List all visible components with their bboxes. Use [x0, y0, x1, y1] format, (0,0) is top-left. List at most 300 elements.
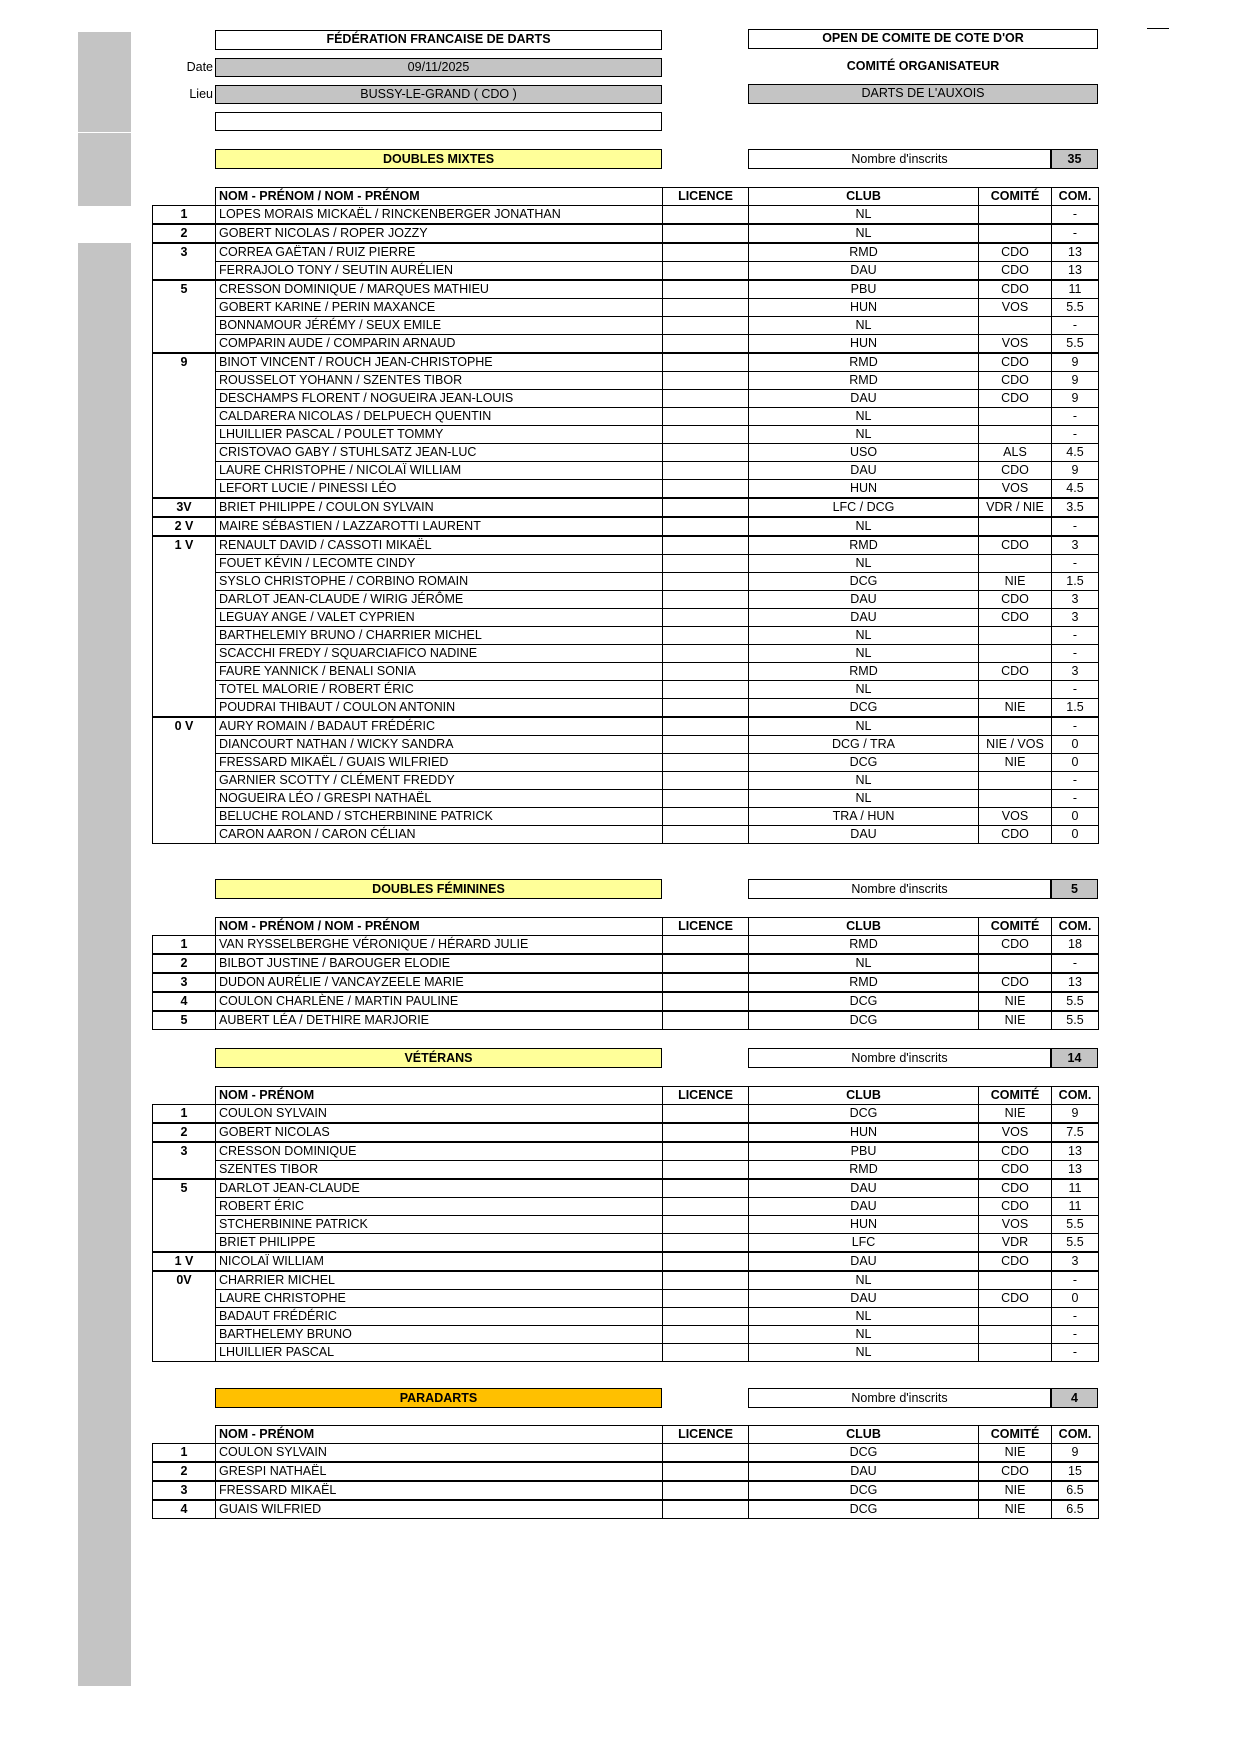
- rank-cell: [153, 299, 216, 317]
- table-row: [153, 317, 1099, 335]
- licence-cell: [663, 808, 749, 826]
- club-cell: HUN: [749, 480, 979, 499]
- header-rank: [153, 1426, 216, 1444]
- licence-cell: [663, 262, 749, 281]
- rank-cell: [153, 335, 216, 354]
- club-cell: NL: [749, 1326, 979, 1344]
- name-cell: COMPARIN AUDE / COMPARIN ARNAUD: [216, 335, 663, 354]
- club-cell: NL: [749, 206, 979, 225]
- table-row: [153, 444, 1099, 462]
- organizer-field: DARTS DE L'AUXOIS: [748, 84, 1098, 104]
- com-cell: 9: [1052, 353, 1099, 372]
- licence-cell: [663, 992, 749, 1011]
- header-comite: COMITÉ: [979, 188, 1052, 206]
- table-row: [153, 280, 1099, 299]
- licence-cell: [663, 555, 749, 573]
- comite-cell: NIE / VOS: [979, 736, 1052, 754]
- licence-cell: [663, 1481, 749, 1500]
- table-row: [153, 591, 1099, 609]
- club-cell: NL: [749, 408, 979, 426]
- licence-cell: [663, 954, 749, 973]
- com-cell: 5.5: [1052, 1216, 1099, 1234]
- name-cell: CHARRIER MICHEL: [216, 1271, 663, 1290]
- table-row: [153, 555, 1099, 573]
- name-cell: CRESSON DOMINIQUE: [216, 1142, 663, 1161]
- rank-cell: [153, 826, 216, 844]
- licence-cell: [663, 317, 749, 335]
- comite-cell: VOS: [979, 1216, 1052, 1234]
- rank-cell: [153, 627, 216, 645]
- club-cell: DAU: [749, 390, 979, 408]
- comite-cell: CDO: [979, 1179, 1052, 1198]
- club-cell: RMD: [749, 973, 979, 992]
- com-cell: 11: [1052, 280, 1099, 299]
- table-row: [153, 754, 1099, 772]
- comite-cell: CDO: [979, 536, 1052, 555]
- licence-cell: [663, 1308, 749, 1326]
- blank-header-field: [215, 112, 662, 131]
- club-cell: LFC: [749, 1234, 979, 1253]
- name-cell: TOTEL MALORIE / ROBERT ÉRIC: [216, 681, 663, 699]
- licence-cell: [663, 280, 749, 299]
- licence-cell: [663, 1500, 749, 1519]
- header-licence: LICENCE: [663, 1087, 749, 1105]
- name-cell: COULON SYLVAIN: [216, 1444, 663, 1463]
- comite-cell: NIE: [979, 573, 1052, 591]
- comite-cell: VOS: [979, 1123, 1052, 1142]
- comite-cell: [979, 1308, 1052, 1326]
- club-cell: DAU: [749, 609, 979, 627]
- table-row: [153, 627, 1099, 645]
- club-cell: NL: [749, 555, 979, 573]
- rank-cell: 9: [153, 353, 216, 372]
- club-cell: DAU: [749, 1462, 979, 1481]
- rank-cell: [153, 681, 216, 699]
- rank-cell: 1 V: [153, 1252, 216, 1271]
- com-cell: 3: [1052, 609, 1099, 627]
- com-cell: 6.5: [1052, 1481, 1099, 1500]
- header-name: NOM - PRÉNOM: [216, 1426, 663, 1444]
- table-row: [153, 299, 1099, 317]
- com-cell: 9: [1052, 1105, 1099, 1124]
- rank-cell: 2: [153, 224, 216, 243]
- table-row: [153, 1142, 1099, 1161]
- rank-cell: 1: [153, 1444, 216, 1463]
- name-cell: AURY ROMAIN / BADAUT FRÉDÉRIC: [216, 717, 663, 736]
- com-cell: -: [1052, 954, 1099, 973]
- com-cell: 3.5: [1052, 498, 1099, 517]
- name-cell: DUDON AURÉLIE / VANCAYZEELE MARIE: [216, 973, 663, 992]
- table-header-row: [153, 1426, 1099, 1444]
- header-rank: [153, 188, 216, 206]
- rank-cell: [153, 1326, 216, 1344]
- club-cell: DAU: [749, 1198, 979, 1216]
- name-cell: AUBERT LÉA / DETHIRE MARJORIE: [216, 1011, 663, 1030]
- rank-cell: [153, 663, 216, 681]
- table-row: [153, 1123, 1099, 1142]
- table-row: [153, 1271, 1099, 1290]
- name-cell: BARTHELEMIY BRUNO / CHARRIER MICHEL: [216, 627, 663, 645]
- licence-cell: [663, 663, 749, 681]
- licence-cell: [663, 736, 749, 754]
- count-value-paradarts: 4: [1051, 1388, 1098, 1408]
- rank-cell: [153, 1216, 216, 1234]
- com-cell: -: [1052, 772, 1099, 790]
- licence-cell: [663, 1444, 749, 1463]
- com-cell: 4.5: [1052, 444, 1099, 462]
- licence-cell: [663, 517, 749, 536]
- count-label-doubles-feminines: Nombre d'inscrits: [748, 879, 1051, 899]
- club-cell: DCG / TRA: [749, 736, 979, 754]
- header-name: NOM - PRÉNOM / NOM - PRÉNOM: [216, 188, 663, 206]
- name-cell: SZENTES TIBOR: [216, 1161, 663, 1180]
- table-row: [153, 243, 1099, 262]
- table-row: [153, 1179, 1099, 1198]
- count-label-paradarts: Nombre d'inscrits: [748, 1388, 1051, 1408]
- table-row: [153, 790, 1099, 808]
- comite-cell: CDO: [979, 280, 1052, 299]
- table-row: [153, 954, 1099, 973]
- count-value-doubles-mixtes: 35: [1051, 149, 1098, 169]
- club-cell: NL: [749, 517, 979, 536]
- table-row: [153, 1161, 1099, 1180]
- club-cell: NL: [749, 954, 979, 973]
- table-row: [153, 426, 1099, 444]
- table-row: [153, 663, 1099, 681]
- table-doubles-mixtes: [152, 187, 1099, 844]
- com-cell: -: [1052, 790, 1099, 808]
- rank-cell: 2: [153, 1123, 216, 1142]
- name-cell: BARTHELEMY BRUNO: [216, 1326, 663, 1344]
- licence-cell: [663, 973, 749, 992]
- name-cell: BELUCHE ROLAND / STCHERBININE PATRICK: [216, 808, 663, 826]
- comite-cell: NIE: [979, 992, 1052, 1011]
- name-cell: GUAIS WILFRIED: [216, 1500, 663, 1519]
- name-cell: CORREA GAËTAN / RUIZ PIERRE: [216, 243, 663, 262]
- comite-cell: [979, 681, 1052, 699]
- table-header-row: [153, 1087, 1099, 1105]
- comite-cell: CDO: [979, 243, 1052, 262]
- name-cell: DESCHAMPS FLORENT / NOGUEIRA JEAN-LOUIS: [216, 390, 663, 408]
- com-cell: -: [1052, 717, 1099, 736]
- club-cell: NL: [749, 717, 979, 736]
- licence-cell: [663, 206, 749, 225]
- table-row: [153, 1481, 1099, 1500]
- licence-cell: [663, 335, 749, 354]
- header-club: CLUB: [749, 188, 979, 206]
- licence-cell: [663, 1234, 749, 1253]
- table-row: [153, 353, 1099, 372]
- table-row: [153, 408, 1099, 426]
- club-cell: DAU: [749, 262, 979, 281]
- table-row: [153, 736, 1099, 754]
- count-label-veterans: Nombre d'inscrits: [748, 1048, 1051, 1068]
- com-cell: -: [1052, 1308, 1099, 1326]
- licence-cell: [663, 1462, 749, 1481]
- comite-cell: [979, 717, 1052, 736]
- comite-cell: [979, 790, 1052, 808]
- com-cell: -: [1052, 206, 1099, 225]
- name-cell: CRISTOVAO GABY / STUHLSATZ JEAN-LUC: [216, 444, 663, 462]
- name-cell: ROBERT ÉRIC: [216, 1198, 663, 1216]
- club-cell: NL: [749, 627, 979, 645]
- club-cell: NL: [749, 1308, 979, 1326]
- header-rank: [153, 918, 216, 936]
- table-row: [153, 573, 1099, 591]
- rank-cell: 2: [153, 954, 216, 973]
- name-cell: FOUET KÉVIN / LECOMTE CINDY: [216, 555, 663, 573]
- table-row: [153, 1234, 1099, 1253]
- header-name: NOM - PRÉNOM / NOM - PRÉNOM: [216, 918, 663, 936]
- com-cell: -: [1052, 555, 1099, 573]
- licence-cell: [663, 1105, 749, 1124]
- name-cell: GRESPI NATHAËL: [216, 1462, 663, 1481]
- comite-cell: CDO: [979, 1198, 1052, 1216]
- table-row: [153, 609, 1099, 627]
- name-cell: COULON SYLVAIN: [216, 1105, 663, 1124]
- table-row: [153, 1290, 1099, 1308]
- licence-cell: [663, 408, 749, 426]
- comite-cell: CDO: [979, 609, 1052, 627]
- club-cell: RMD: [749, 663, 979, 681]
- name-cell: LAURE CHRISTOPHE: [216, 1290, 663, 1308]
- date-field: 09/11/2025: [215, 58, 662, 77]
- rank-cell: [153, 555, 216, 573]
- licence-cell: [663, 936, 749, 955]
- name-cell: FRESSARD MIKAËL: [216, 1481, 663, 1500]
- header-licence: LICENCE: [663, 1426, 749, 1444]
- name-cell: RENAULT DAVID / CASSOTI MIKAËL: [216, 536, 663, 555]
- table-row: [153, 992, 1099, 1011]
- com-cell: -: [1052, 317, 1099, 335]
- table-row: [153, 480, 1099, 499]
- name-cell: BONNAMOUR JÉRÉMY / SEUX EMILE: [216, 317, 663, 335]
- rank-cell: [153, 426, 216, 444]
- header-licence: LICENCE: [663, 918, 749, 936]
- club-cell: NL: [749, 1271, 979, 1290]
- licence-cell: [663, 591, 749, 609]
- club-cell: DAU: [749, 826, 979, 844]
- club-cell: DCG: [749, 754, 979, 772]
- name-cell: FAURE YANNICK / BENALI SONIA: [216, 663, 663, 681]
- comite-cell: VDR: [979, 1234, 1052, 1253]
- com-cell: 9: [1052, 372, 1099, 390]
- com-cell: 13: [1052, 243, 1099, 262]
- rank-cell: [153, 754, 216, 772]
- header-club: CLUB: [749, 1087, 979, 1105]
- com-cell: 11: [1052, 1179, 1099, 1198]
- name-cell: DARLOT JEAN-CLAUDE: [216, 1179, 663, 1198]
- com-cell: 13: [1052, 973, 1099, 992]
- rank-cell: [153, 1198, 216, 1216]
- rank-cell: [153, 480, 216, 499]
- com-cell: 0: [1052, 826, 1099, 844]
- name-cell: LEGUAY ANGE / VALET CYPRIEN: [216, 609, 663, 627]
- comite-cell: CDO: [979, 591, 1052, 609]
- name-cell: BINOT VINCENT / ROUCH JEAN-CHRISTOPHE: [216, 353, 663, 372]
- com-cell: 3: [1052, 591, 1099, 609]
- com-cell: 1.5: [1052, 699, 1099, 718]
- table-row: [153, 224, 1099, 243]
- com-cell: -: [1052, 224, 1099, 243]
- header-rank: [153, 1087, 216, 1105]
- name-cell: GOBERT KARINE / PERIN MAXANCE: [216, 299, 663, 317]
- comite-cell: CDO: [979, 936, 1052, 955]
- comite-cell: [979, 1326, 1052, 1344]
- comite-cell: VOS: [979, 335, 1052, 354]
- licence-cell: [663, 299, 749, 317]
- name-cell: DIANCOURT NATHAN / WICKY SANDRA: [216, 736, 663, 754]
- comite-cell: [979, 408, 1052, 426]
- rank-cell: [153, 462, 216, 480]
- comite-cell: CDO: [979, 1161, 1052, 1180]
- table-row: [153, 390, 1099, 408]
- comite-cell: CDO: [979, 262, 1052, 281]
- comite-cell: NIE: [979, 699, 1052, 718]
- table-row: [153, 1308, 1099, 1326]
- table-row: [153, 1011, 1099, 1030]
- com-cell: 5.5: [1052, 335, 1099, 354]
- licence-cell: [663, 790, 749, 808]
- club-cell: DAU: [749, 1252, 979, 1271]
- com-cell: 18: [1052, 936, 1099, 955]
- rank-cell: [153, 736, 216, 754]
- licence-cell: [663, 536, 749, 555]
- name-cell: GOBERT NICOLAS / ROPER JOZZY: [216, 224, 663, 243]
- table-row: [153, 717, 1099, 736]
- licence-cell: [663, 1252, 749, 1271]
- name-cell: LOPES MORAIS MICKAËL / RINCKENBERGER JONATHAN: [216, 206, 663, 225]
- rank-cell: 2: [153, 1462, 216, 1481]
- rank-cell: [153, 1234, 216, 1253]
- name-cell: ROUSSELOT YOHANN / SZENTES TIBOR: [216, 372, 663, 390]
- name-cell: POUDRAI THIBAUT / COULON ANTONIN: [216, 699, 663, 718]
- club-cell: RMD: [749, 536, 979, 555]
- licence-cell: [663, 1271, 749, 1290]
- table-header-row: [153, 918, 1099, 936]
- licence-cell: [663, 717, 749, 736]
- com-cell: 3: [1052, 536, 1099, 555]
- licence-cell: [663, 372, 749, 390]
- licence-cell: [663, 1198, 749, 1216]
- licence-cell: [663, 1161, 749, 1180]
- club-cell: DAU: [749, 1179, 979, 1198]
- table-row: [153, 372, 1099, 390]
- licence-cell: [663, 243, 749, 262]
- club-cell: DCG: [749, 1105, 979, 1124]
- header-comite: COMITÉ: [979, 1087, 1052, 1105]
- com-cell: 11: [1052, 1198, 1099, 1216]
- name-cell: LHUILLIER PASCAL / POULET TOMMY: [216, 426, 663, 444]
- comite-cell: CDO: [979, 663, 1052, 681]
- comite-cell: VDR / NIE: [979, 498, 1052, 517]
- comite-cell: VOS: [979, 808, 1052, 826]
- comite-cell: [979, 645, 1052, 663]
- comite-cell: [979, 555, 1052, 573]
- com-cell: 0: [1052, 736, 1099, 754]
- header-comite: COMITÉ: [979, 918, 1052, 936]
- place-label: Lieu: [189, 87, 213, 101]
- club-cell: RMD: [749, 372, 979, 390]
- left-margin-block-2: [78, 133, 131, 206]
- licence-cell: [663, 1179, 749, 1198]
- table-paradarts: [152, 1425, 1099, 1519]
- com-cell: 9: [1052, 462, 1099, 480]
- licence-cell: [663, 444, 749, 462]
- comite-cell: [979, 224, 1052, 243]
- section-title-paradarts: PARADARTS: [215, 1388, 662, 1408]
- comite-cell: NIE: [979, 1481, 1052, 1500]
- club-cell: NL: [749, 317, 979, 335]
- header-club: CLUB: [749, 918, 979, 936]
- name-cell: CARON AARON / CARON CÉLIAN: [216, 826, 663, 844]
- table-row: [153, 826, 1099, 844]
- licence-cell: [663, 462, 749, 480]
- name-cell: NOGUEIRA LÉO / GRESPI NATHAËL: [216, 790, 663, 808]
- licence-cell: [663, 681, 749, 699]
- club-cell: DCG: [749, 573, 979, 591]
- comite-cell: NIE: [979, 1105, 1052, 1124]
- rank-cell: [153, 645, 216, 663]
- table-row: [153, 1344, 1099, 1362]
- com-cell: 13: [1052, 1161, 1099, 1180]
- name-cell: FERRAJOLO TONY / SEUTIN AURÉLIEN: [216, 262, 663, 281]
- club-cell: DCG: [749, 992, 979, 1011]
- table-row: [153, 498, 1099, 517]
- section-title-veterans: VÉTÉRANS: [215, 1048, 662, 1068]
- com-cell: 7.5: [1052, 1123, 1099, 1142]
- table-row: [153, 772, 1099, 790]
- club-cell: DAU: [749, 1290, 979, 1308]
- licence-cell: [663, 426, 749, 444]
- federation-title: FÉDÉRATION FRANCAISE DE DARTS: [215, 30, 662, 50]
- rank-cell: 1: [153, 206, 216, 225]
- table-row: [153, 1198, 1099, 1216]
- table-row: [153, 1105, 1099, 1124]
- club-cell: DCG: [749, 1444, 979, 1463]
- name-cell: LHUILLIER PASCAL: [216, 1344, 663, 1362]
- name-cell: MAIRE SÉBASTIEN / LAZZAROTTI LAURENT: [216, 517, 663, 536]
- name-cell: LAURE CHRISTOPHE / NICOLAÏ WILLIAM: [216, 462, 663, 480]
- com-cell: -: [1052, 517, 1099, 536]
- licence-cell: [663, 754, 749, 772]
- table-header-row: [153, 188, 1099, 206]
- header-name: NOM - PRÉNOM: [216, 1087, 663, 1105]
- club-cell: NL: [749, 645, 979, 663]
- name-cell: BRIET PHILIPPE: [216, 1234, 663, 1253]
- rank-cell: 3: [153, 1481, 216, 1500]
- rank-cell: [153, 444, 216, 462]
- comite-cell: NIE: [979, 1011, 1052, 1030]
- comite-cell: [979, 772, 1052, 790]
- table-row: [153, 1326, 1099, 1344]
- rank-cell: [153, 317, 216, 335]
- club-cell: DCG: [749, 1011, 979, 1030]
- rank-cell: [153, 390, 216, 408]
- licence-cell: [663, 1011, 749, 1030]
- club-cell: NL: [749, 1344, 979, 1362]
- rank-cell: 2 V: [153, 517, 216, 536]
- licence-cell: [663, 498, 749, 517]
- rank-cell: 0V: [153, 1271, 216, 1290]
- licence-cell: [663, 1344, 749, 1362]
- rank-cell: [153, 573, 216, 591]
- rank-cell: 1 V: [153, 536, 216, 555]
- table-row: [153, 206, 1099, 225]
- rank-cell: [153, 609, 216, 627]
- rank-cell: [153, 1344, 216, 1362]
- name-cell: CALDARERA NICOLAS / DELPUECH QUENTIN: [216, 408, 663, 426]
